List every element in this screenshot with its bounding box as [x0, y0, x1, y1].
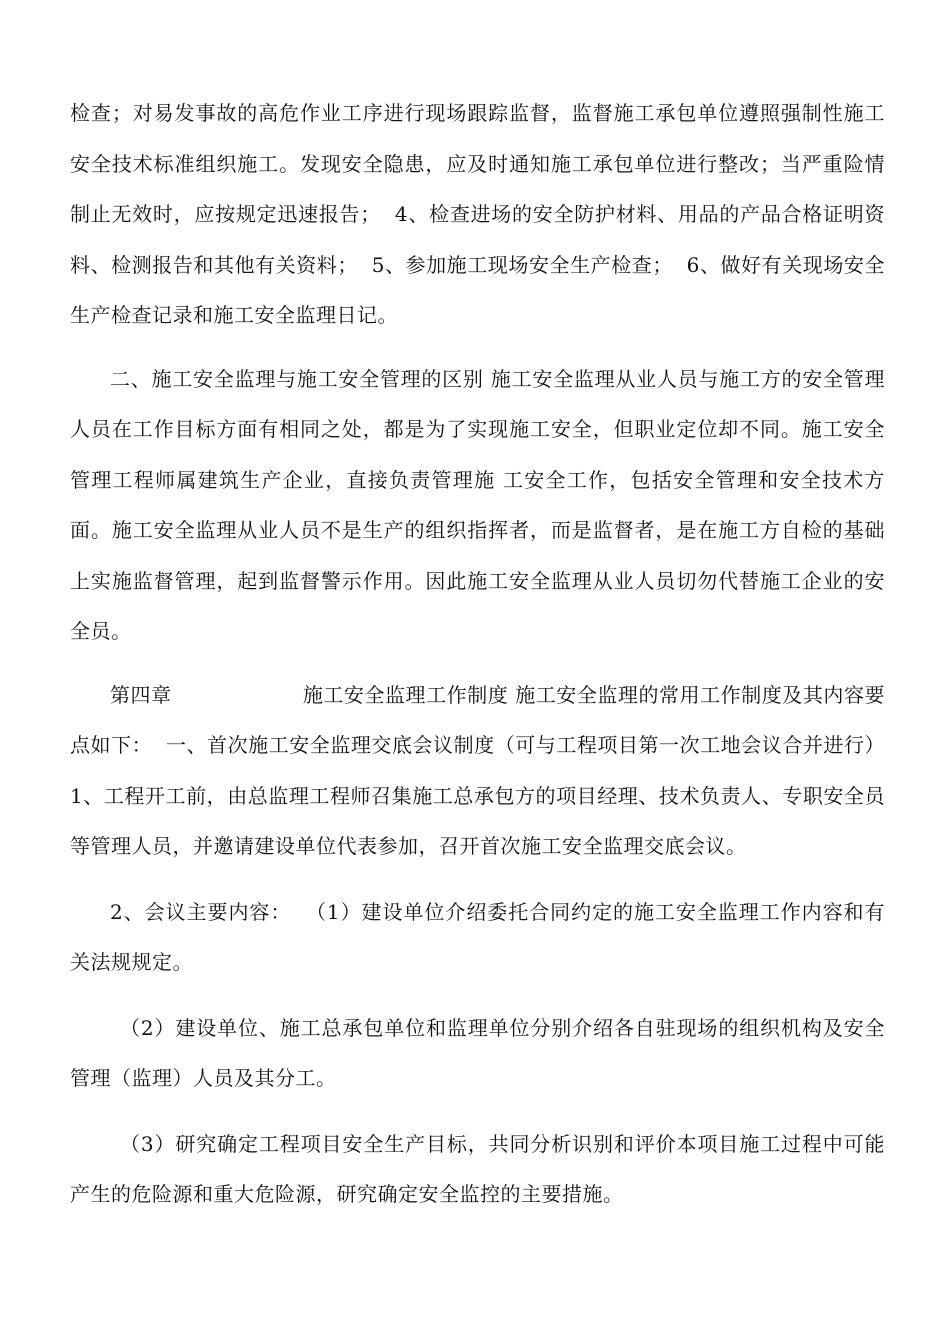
- paragraph-meeting-item-2: （2）建设单位、施工总承包单位和监理单位分别介绍各自驻现场的组织机构及安全管理（监理）人员及其分工。: [70, 1015, 885, 1090]
- paragraph-meeting-contents: 2、会议主要内容： （1）建设单位介绍委托合同约定的施工安全监理工作内容和有关法规规定。: [70, 899, 885, 974]
- document-body: [70, 88, 892, 1220]
- paragraph-safety-inspection-duties: 检查；对易发事故的高危作业工序进行现场跟踪监督，监督施工承包单位遵照强制性施工安全技术标准组织施工。发现安全隐患，应及时通知施工承包单位进行整改；当严重险情制止无效时，应按规定迅速报告； 4、检查进场的安全防护材料、用品的产品合格证明资料、检测报告和其他有关资料； 5、参加施工现场安全生产检查； 6、做好有关现场安全生产检查记录和施工安全监理日记。: [70, 101, 885, 327]
- paragraph-meeting-item-3: （3）研究确定工程项目安全生产目标，共同分析识别和评价本项目施工过程中可能产生的危险源和重大危险源，研究确定安全监控的主要措施。: [70, 1131, 885, 1206]
- paragraph-chapter-four: 第四章 施工安全监理工作制度 施工安全监理的常用工作制度及其内容要点如下： 一、首次施工安全监理交底会议制度（可与工程项目第一次工地会议合并进行） 1、工程开工前，由总监理工程师召集施工总承包方的项目经理、技术负责人、专职安全员等管理人员，并邀请建设单位代表参加，召开首次施工安全监理交底会议。: [70, 682, 892, 858]
- paragraph-supervision-vs-management: 二、施工安全监理与施工安全管理的区别 施工安全监理从业人员与施工方的安全管理人员在工作目标方面有相同之处，都是为了实现施工安全，但职业定位却不同。施工安全管理工程师属建筑生产企业，直接负责管理施 工安全工作，包括安全管理和安全技术方面。施工安全监理从业人员不是生产的组织指挥者，而是监督者，是在施工方自检的基础上实施监督管理，起到监督警示作用。因此施工安全监理从业人员切勿代替施工企业的安全员。: [70, 366, 885, 643]
